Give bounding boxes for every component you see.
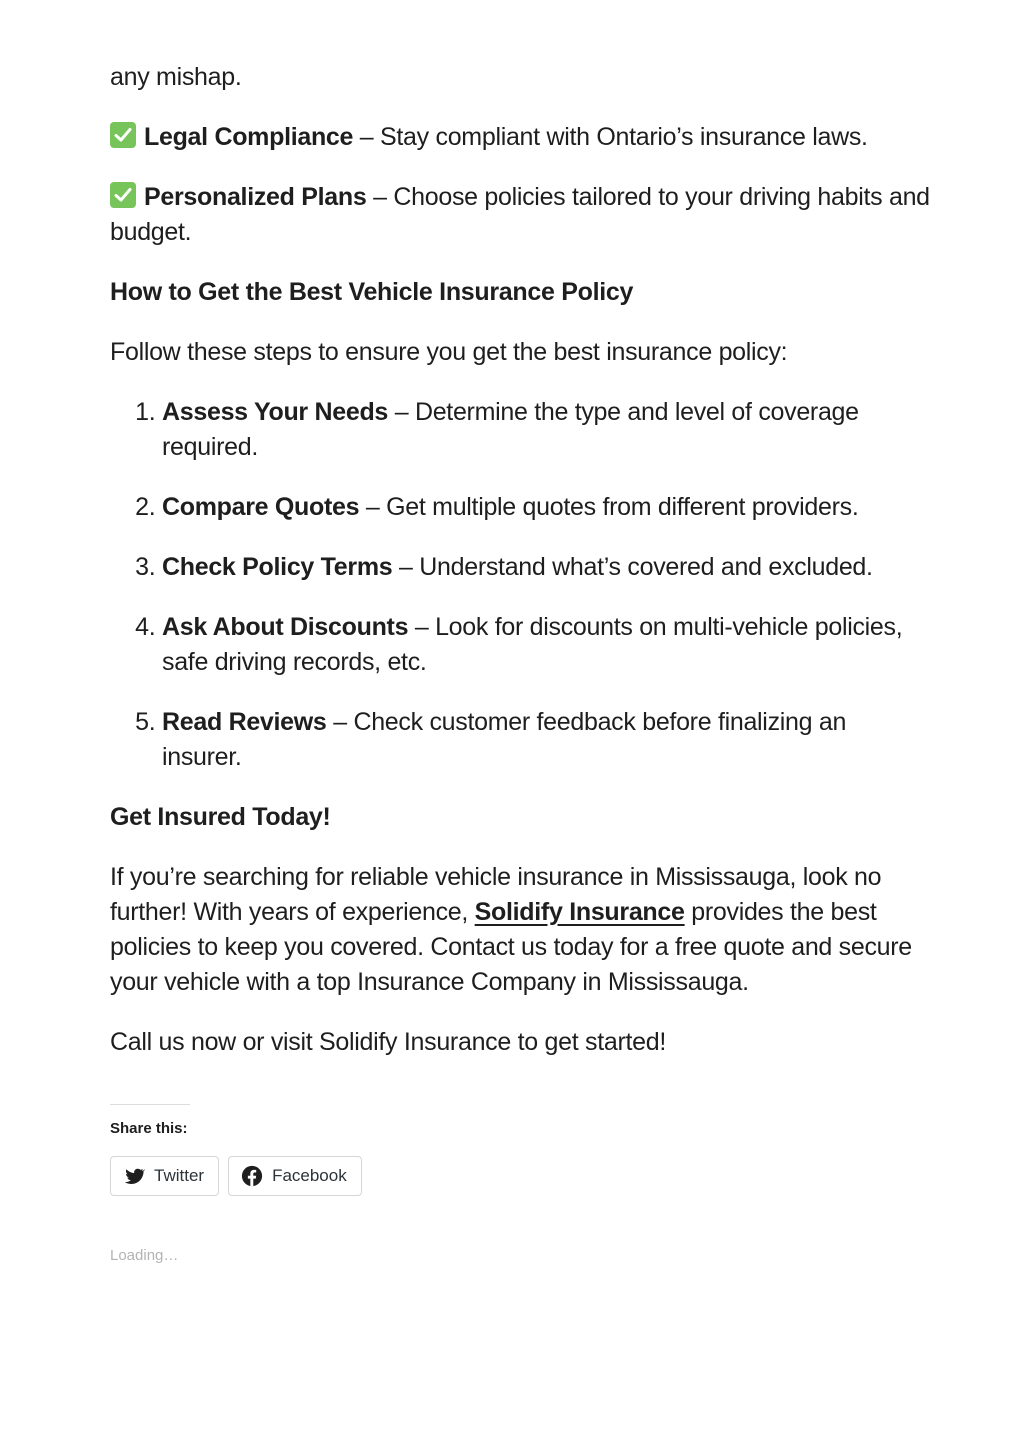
facebook-label: Facebook: [272, 1166, 347, 1185]
cta-text-before: If you’re searching for reliable vehicle insurance in Mississauga, look no further! With years of experience,: [110, 863, 882, 926]
solidify-insurance-link[interactable]: Solidify Insurance: [474, 898, 685, 926]
step-description: – Look for discounts on multi-vehicle policies, safe driving records, etc.: [162, 613, 903, 676]
share-title: Share this:: [110, 1120, 188, 1137]
share-twitter-button[interactable]: [110, 1156, 219, 1196]
facebook-icon: [241, 1165, 263, 1187]
step-label: Ask About Discounts: [162, 613, 409, 641]
article-content: [110, 60, 930, 1060]
share-buttons: [110, 1156, 362, 1196]
cta-heading: Get Insured Today!: [110, 803, 331, 831]
benefit-label: Legal Compliance: [144, 123, 354, 151]
check-mark-icon: [110, 122, 136, 148]
benefit-personalized-plans: [110, 180, 930, 250]
steps-intro: Follow these steps to ensure you get the best insurance policy:: [110, 338, 788, 366]
check-mark-icon: [110, 182, 136, 208]
list-item: [162, 705, 930, 775]
share-divider: [110, 1104, 190, 1105]
list-item: [162, 550, 930, 585]
share-facebook-button[interactable]: [228, 1156, 362, 1196]
intro-tail-text: any mishap.: [110, 63, 242, 91]
twitter-label: Twitter: [154, 1166, 205, 1185]
step-label: Assess Your Needs: [162, 398, 389, 426]
step-label: Read Reviews: [162, 708, 327, 736]
list-item: [162, 490, 930, 525]
step-description: – Check customer feedback before finalizing an insurer.: [162, 708, 847, 771]
benefit-label: Personalized Plans: [144, 183, 367, 211]
section-heading: How to Get the Best Vehicle Insurance Policy: [110, 278, 634, 306]
cta-paragraph: [110, 860, 930, 1000]
benefit-legal-compliance: [110, 120, 930, 155]
share-section: [110, 1104, 362, 1196]
step-label: Compare Quotes: [162, 493, 360, 521]
twitter-icon: [123, 1165, 145, 1187]
closing-text: Call us now or visit Solidify Insurance to get started!: [110, 1028, 666, 1056]
benefit-description: – Stay compliant with Ontario’s insurance laws.: [353, 123, 868, 151]
loading-text: Loading…: [110, 1247, 179, 1264]
list-item: [162, 395, 930, 465]
step-description: – Determine the type and level of coverage required.: [162, 398, 859, 461]
list-item: [162, 610, 930, 680]
step-description: – Get multiple quotes from different providers.: [359, 493, 859, 521]
steps-list: [110, 395, 930, 775]
step-description: – Understand what’s covered and excluded.: [392, 553, 873, 581]
benefit-description: – Choose policies tailored to your driving habits and budget.: [110, 183, 930, 246]
cta-text-after: provides the best policies to keep you covered. Contact us today for a free quote and secure your vehicle with a top Insurance Company in Mississauga.: [110, 898, 912, 996]
step-label: Check Policy Terms: [162, 553, 393, 581]
